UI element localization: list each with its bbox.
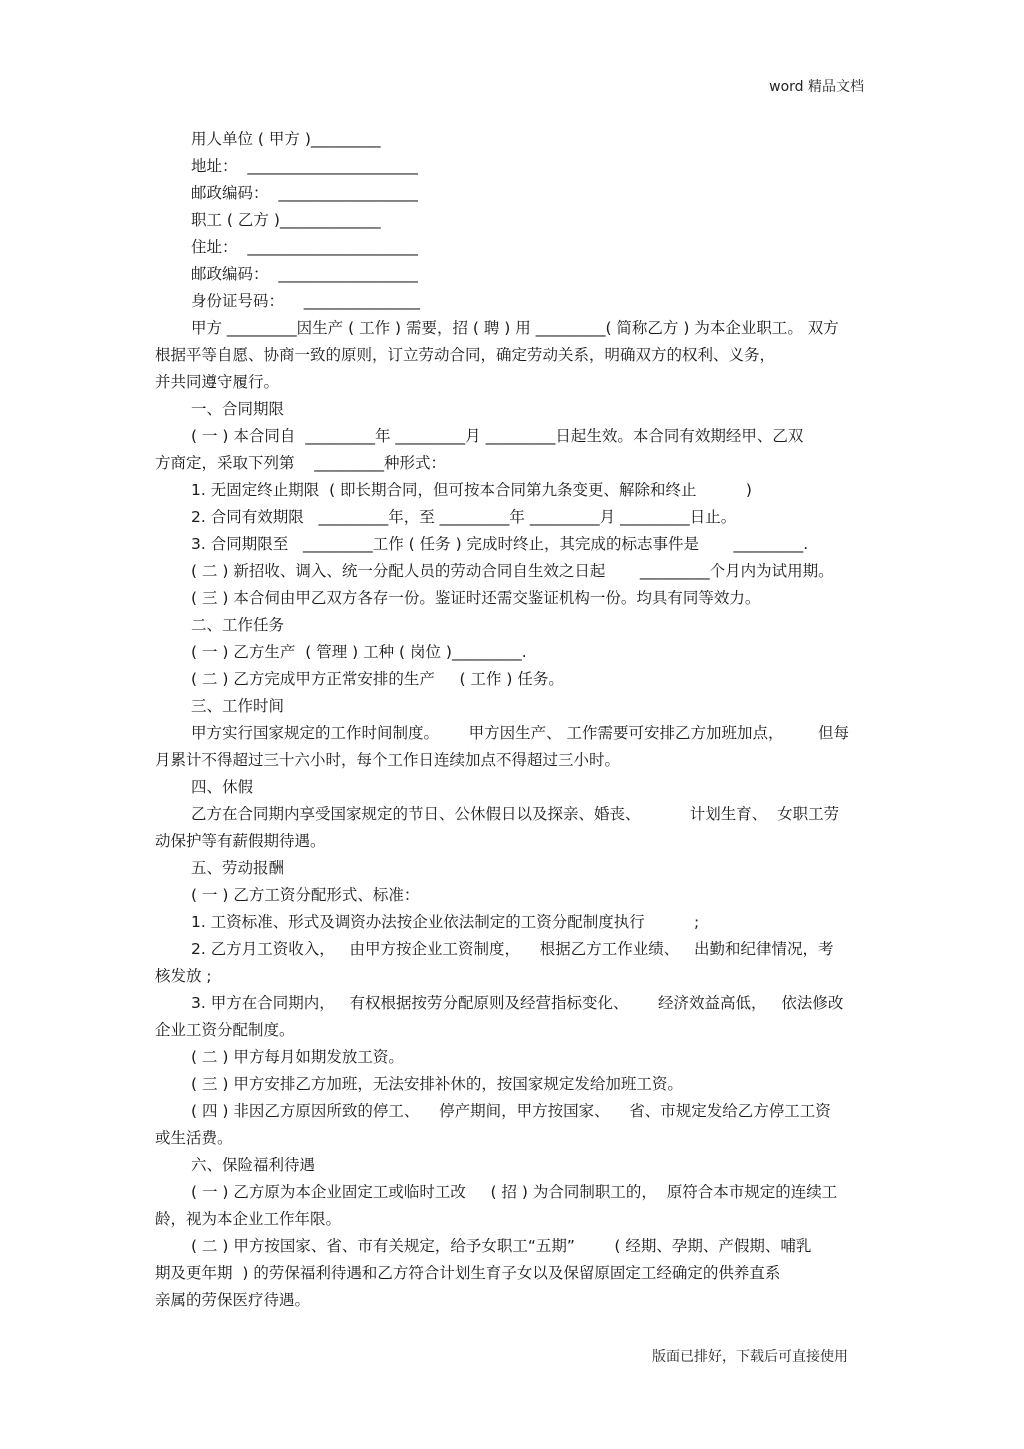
text-line: ( 二 ) 新招收、调入、统一分配人员的劳动合同自生效之日起 _________个月内为试用期。 — [191, 562, 834, 580]
text-line: 3. 合同期限至 _________工作 ( 任务 ) 完成时终止，其完成的标志事件是 _________. — [191, 535, 809, 553]
text-line: 方商定，采取下列第 _________种形式： — [155, 454, 446, 472]
text-line: ( 二 ) 甲方按国家、省、市有关规定，给予女职工“五期” ( 经期、孕期、产假期、哺乳 — [191, 1237, 812, 1255]
contract-body — [155, 126, 867, 1314]
text-line: 2. 合同有效期限 _________年，至 _________年 _________月 _________日止。 — [191, 508, 737, 526]
text-line: ( 一 ) 乙方工资分配形式、标准： — [191, 886, 420, 904]
text-line: 六、保险福利待遇 — [191, 1156, 316, 1174]
text-line: 二、工作任务 — [191, 616, 285, 634]
text-line: 甲方 _________因生产 ( 工作 ) 需要，招 ( 聘 ) 用 _________( 简称乙方 ) 为本企业职工。 双方 — [191, 319, 839, 337]
text-line: 甲方实行国家规定的工作时间制度。 甲方因生产、 工作需要可安排乙方加班加点， 但每 — [191, 724, 849, 742]
text-line: ( 一 ) 乙方原为本企业固定工或临时工改 ( 招 ) 为合同制职工的， 原符合本市规定的连续工 — [191, 1183, 838, 1201]
text-line: 一、合同期限 — [191, 400, 285, 418]
text-line: ( 二 ) 乙方完成甲方正常安排的生产 ( 工作 ) 任务。 — [191, 670, 564, 688]
text-line: 2. 乙方月工资收入， 由甲方按企业工资制度， 根据乙方工作业绩、 出勤和纪律情况，考 — [191, 940, 834, 958]
text-line: 住址： ______________________ — [191, 238, 418, 256]
text-line: 身份证号码： _______________ — [191, 292, 420, 310]
text-line: 动保护等有薪假期待遇。 — [155, 832, 326, 850]
text-line: 或生活费。 — [155, 1129, 233, 1147]
text-line: 3. 甲方在合同期内， 有权根据按劳分配原则及经营指标变化、 经济效益高低， 依法修改 — [191, 994, 844, 1012]
text-line: 地址： ______________________ — [191, 157, 418, 175]
text-line: ( 四 ) 非因乙方原因所致的停工、 停产期间，甲方按国家、 省、市规定发给乙方停工工资 — [191, 1102, 831, 1120]
text-line: 1. 工资标准、形式及调资办法按企业依法制定的工资分配制度执行 ; — [191, 913, 700, 931]
text-line: ( 三 ) 甲方安排乙方加班，无法安排补休的，按国家规定发给加班工资。 — [191, 1075, 683, 1093]
page-header: word 精品文档 — [769, 79, 864, 95]
page-footer: 版面已排好，下载后可直接使用 — [652, 1349, 848, 1365]
text-line: ( 三 ) 本合伺由甲乙双方各存一份。鉴证时还需交鉴证机构一份。均具有同等效力。 — [191, 589, 761, 607]
text-line: 1. 无固定终止期限 ( 即长期合同，但可按本合同第九条变更、解除和终止 ) — [191, 481, 752, 499]
text-line: 邮政编码： __________________ — [191, 265, 418, 283]
text-line: 邮政编码： __________________ — [191, 184, 418, 202]
text-line: ( 一 ) 乙方生产 ( 管理 ) 工种 ( 岗位 )_________. — [191, 643, 527, 661]
text-line: 月累计不得超过三十六小时，每个工作日连续加点不得超过三小时。 — [155, 751, 621, 769]
text-line: 企业工资分配制度。 — [155, 1021, 295, 1039]
text-line: 龄，视为本企业工作年限。 — [155, 1210, 342, 1228]
text-line: ( 一 ) 本合同自 _________年 _________月 _________日起生效。本合同有效期经甲、乙双 — [191, 427, 804, 445]
text-line: 并共同遵守履行。 — [155, 373, 280, 391]
text-line: 期及更年期 ) 的劳保福利待遇和乙方符合计划生育子女以及保留原固定工经确定的供养直系 — [155, 1264, 781, 1282]
text-line: 职工 ( 乙方 )_____________ — [191, 211, 381, 229]
text-line: 四、休假 — [191, 778, 254, 796]
text-line: ( 二 ) 甲方每月如期发放工资。 — [191, 1048, 404, 1066]
text-line: 乙方在合同期内享受国家规定的节日、公休假日以及探亲、婚丧、 计划生育、 女职工劳 — [191, 805, 840, 823]
text-line: 亲属的劳保医疗待遇。 — [155, 1291, 311, 1309]
text-line: 五、劳动报酬 — [191, 859, 285, 877]
text-line: 用人单位 ( 甲方 )_________ — [191, 130, 381, 148]
text-line: 三、工作时间 — [191, 697, 285, 715]
text-line: 核发放 ; — [155, 967, 212, 985]
text-line: 根据平等自愿、协商一致的原则，订立劳动合同，确定劳动关系，明确双方的权利、义务， — [155, 346, 776, 364]
